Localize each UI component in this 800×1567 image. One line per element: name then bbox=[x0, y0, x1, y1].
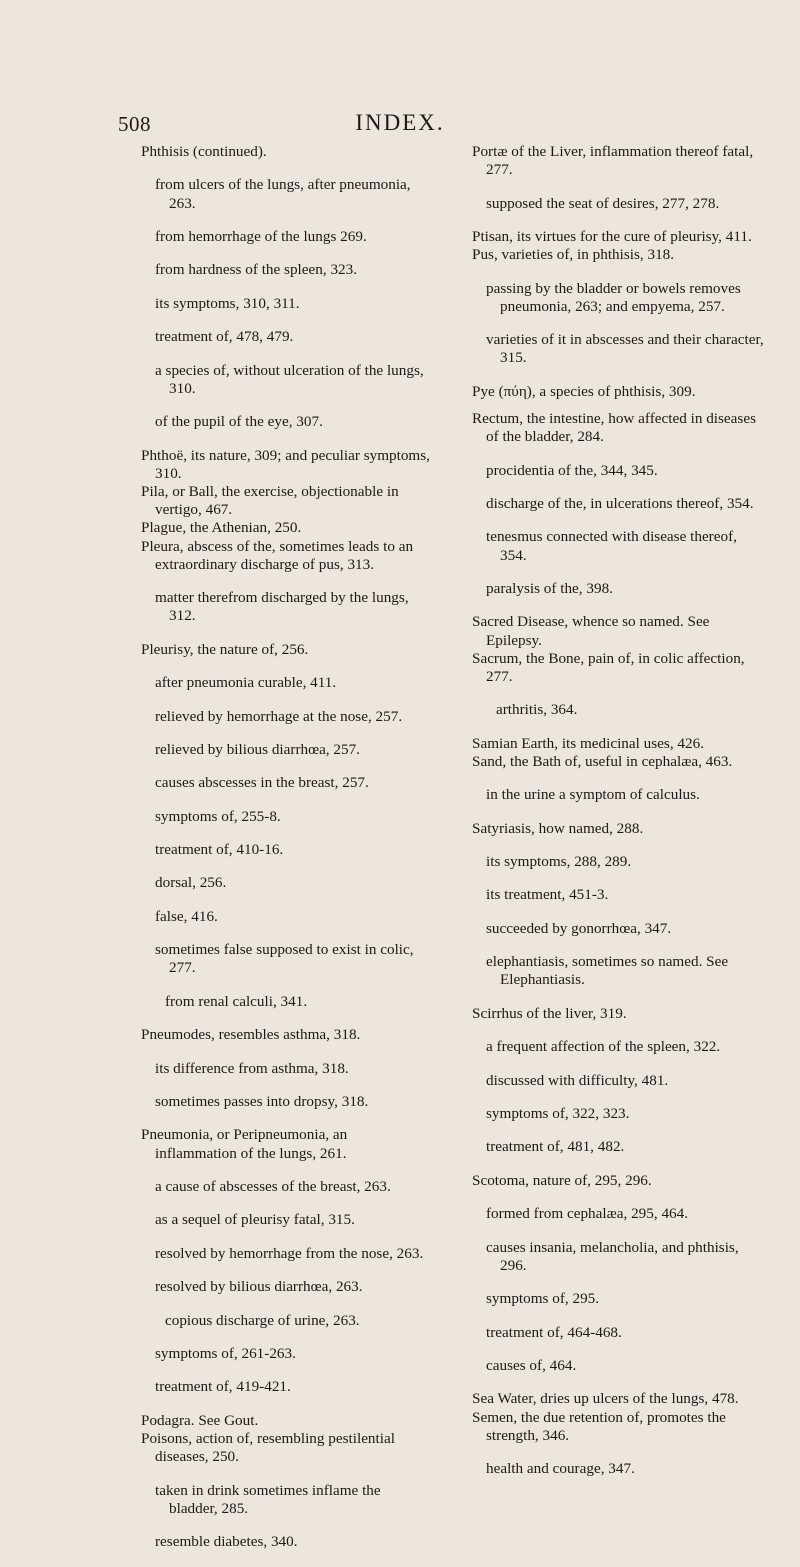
index-entry: Satyriasis, how named, 288. bbox=[472, 819, 644, 837]
index-entry: Portæ of the Liver, inflammation thereof fatal, 277. bbox=[472, 143, 754, 179]
index-subentry: passing by the bladder or bowels removes pneumonia, 263; and empyema, 257. bbox=[486, 279, 741, 315]
index-subentry: relieved by bilious diarrhœa, 257. bbox=[155, 740, 360, 758]
index-entry: Pleurisy, the nature of, 256. bbox=[141, 640, 309, 658]
index-subentry: causes abscesses in the breast, 257. bbox=[155, 774, 369, 792]
index-column-left bbox=[141, 143, 431, 1567]
index-subentry: succeeded by gonorrhœa, 347. bbox=[486, 919, 672, 937]
index-subentry: after pneumonia curable, 411. bbox=[155, 674, 337, 692]
index-subentry: discharge of the, in ulcerations thereof, 354. bbox=[486, 494, 754, 512]
index-subentry: its treatment, 451-3. bbox=[486, 886, 609, 904]
index-subentry: resolved by bilious diarrhœa, 263. bbox=[155, 1278, 363, 1296]
index-subentry: arthritis, 364. bbox=[496, 701, 578, 719]
index-subentry: a species of, without ulceration of the lungs, 310. bbox=[155, 361, 424, 397]
index-entry: Sea Water, dries up ulcers of the lungs, 478. bbox=[472, 1390, 739, 1408]
index-subentry: supposed the seat of desires, 277, 278. bbox=[486, 194, 720, 212]
index-subentry: treatment of, 464-468. bbox=[486, 1323, 622, 1341]
index-entry: Ptisan, its virtues for the cure of pleurisy, 411. bbox=[472, 227, 752, 245]
index-subentry: procidentia of the, 344, 345. bbox=[486, 461, 658, 479]
index-subentry: a cause of abscesses of the breast, 263. bbox=[155, 1178, 391, 1195]
index-subentry: resemble diabetes, 340. bbox=[155, 1533, 298, 1551]
index-subentry: matter therefrom discharged by the lungs, 312. bbox=[155, 589, 409, 625]
index-subentry: symptoms of, 322, 323. bbox=[486, 1105, 630, 1123]
index-entry: Scotoma, nature of, 295, 296. bbox=[472, 1171, 652, 1189]
index-subentry: in the urine a symptom of calculus. bbox=[486, 786, 700, 804]
index-subentry: causes of, 464. bbox=[486, 1356, 577, 1374]
index-subentry: from renal calculi, 341. bbox=[165, 992, 308, 1010]
index-entry: Phthisis (continued). bbox=[141, 143, 267, 160]
index-subentry: a frequent affection of the spleen, 322. bbox=[486, 1038, 721, 1056]
index-entry: Samian Earth, its medicinal uses, 426. bbox=[472, 734, 704, 752]
index-subentry: false, 416. bbox=[155, 907, 218, 925]
index-subentry: paralysis of the, 398. bbox=[486, 579, 613, 597]
index-subentry: formed from cephalæa, 295, 464. bbox=[486, 1205, 689, 1223]
index-subentry: taken in drink sometimes inflame the bladder, 285. bbox=[155, 1481, 381, 1517]
index-subentry: as a sequel of pleurisy fatal, 315. bbox=[155, 1211, 355, 1229]
index-entry: Sand, the Bath of, useful in cephalæa, 463. bbox=[472, 752, 733, 770]
index-entry: Podagra. See Gout. bbox=[141, 1411, 259, 1429]
index-subentry: health and courage, 347. bbox=[486, 1460, 635, 1478]
running-head: INDEX. bbox=[355, 110, 445, 135]
index-column-right bbox=[472, 143, 764, 1494]
index-subentry: from ulcers of the lungs, after pneumonia, 263. bbox=[155, 176, 411, 212]
index-entry: Rectum, the intestine, how affected in diseases of the bladder, 284. bbox=[472, 409, 756, 446]
index-subentry: treatment of, 478, 479. bbox=[155, 328, 294, 346]
index-subentry: copious discharge of urine, 263. bbox=[165, 1311, 360, 1329]
index-entry: Sacrum, the Bone, pain of, in colic affection, 277. bbox=[472, 649, 745, 685]
index-subentry: its difference from asthma, 318. bbox=[155, 1059, 349, 1077]
index-entry: Semen, the due retention of, promotes the strength, 346. bbox=[472, 1408, 726, 1444]
index-subentry: resolved by hemorrhage from the nose, 263. bbox=[155, 1244, 424, 1262]
index-entry: Pus, varieties of, in phthisis, 318. bbox=[472, 246, 675, 264]
index-entry: Pila, or Ball, the exercise, objectionable in vertigo, 467. bbox=[141, 482, 399, 519]
index-subentry: from hardness of the spleen, 323. bbox=[155, 261, 358, 279]
index-entry: Sacred Disease, whence so named. See Epilepsy. bbox=[472, 613, 710, 649]
index-entry: Phthoë, its nature, 309; and peculiar symptoms, 310. bbox=[141, 446, 430, 482]
page-number: 508 bbox=[118, 112, 151, 136]
index-entry: Plague, the Athenian, 250. bbox=[141, 519, 302, 537]
index-entry: Pleura, abscess of the, sometimes leads to an extraordinary discharge of pus, 313. bbox=[141, 537, 414, 573]
index-subentry: discussed with difficulty, 481. bbox=[486, 1071, 669, 1089]
index-subentry: treatment of, 410-16. bbox=[155, 841, 284, 859]
index-subentry: tenesmus connected with disease thereof, 354. bbox=[486, 528, 737, 564]
index-entry: Poisons, action of, resembling pestilential diseases, 250. bbox=[141, 1429, 395, 1466]
index-subentry: symptoms of, 261-263. bbox=[155, 1344, 296, 1362]
index-subentry: sometimes passes into dropsy, 318. bbox=[155, 1093, 369, 1111]
index-subentry: symptoms of, 255-8. bbox=[155, 807, 281, 825]
index-subentry: its symptoms, 310, 311. bbox=[155, 294, 300, 312]
index-subentry: elephantiasis, sometimes so named. See Elephantiasis. bbox=[486, 953, 729, 989]
index-subentry: treatment of, 481, 482. bbox=[486, 1138, 625, 1156]
index-entry: Pneumodes, resembles asthma, 318. bbox=[141, 1026, 361, 1044]
index-subentry: dorsal, 256. bbox=[155, 874, 227, 892]
index-subentry: sometimes false supposed to exist in colic, 277. bbox=[155, 941, 414, 977]
index-subentry: its symptoms, 288, 289. bbox=[486, 853, 632, 871]
index-subentry: of the pupil of the eye, 307. bbox=[155, 413, 323, 431]
index-subentry: symptoms of, 295. bbox=[486, 1290, 600, 1308]
index-subentry: from hemorrhage of the lungs 269. bbox=[155, 227, 367, 245]
index-entry: Scirrhus of the liver, 319. bbox=[472, 1004, 627, 1022]
index-subentry: causes insania, melancholia, and phthisis, 296. bbox=[486, 1238, 739, 1274]
index-entry: Pye (πύη), a species of phthisis, 309. bbox=[472, 382, 696, 400]
index-entry: Pneumonia, or Peripneumonia, an inflammation of the lungs, 261. bbox=[141, 1126, 348, 1162]
index-subentry: relieved by hemorrhage at the nose, 257. bbox=[155, 707, 403, 725]
index-subentry: treatment of, 419-421. bbox=[155, 1378, 291, 1396]
index-subentry: varieties of it in abscesses and their character, 315. bbox=[486, 331, 764, 367]
